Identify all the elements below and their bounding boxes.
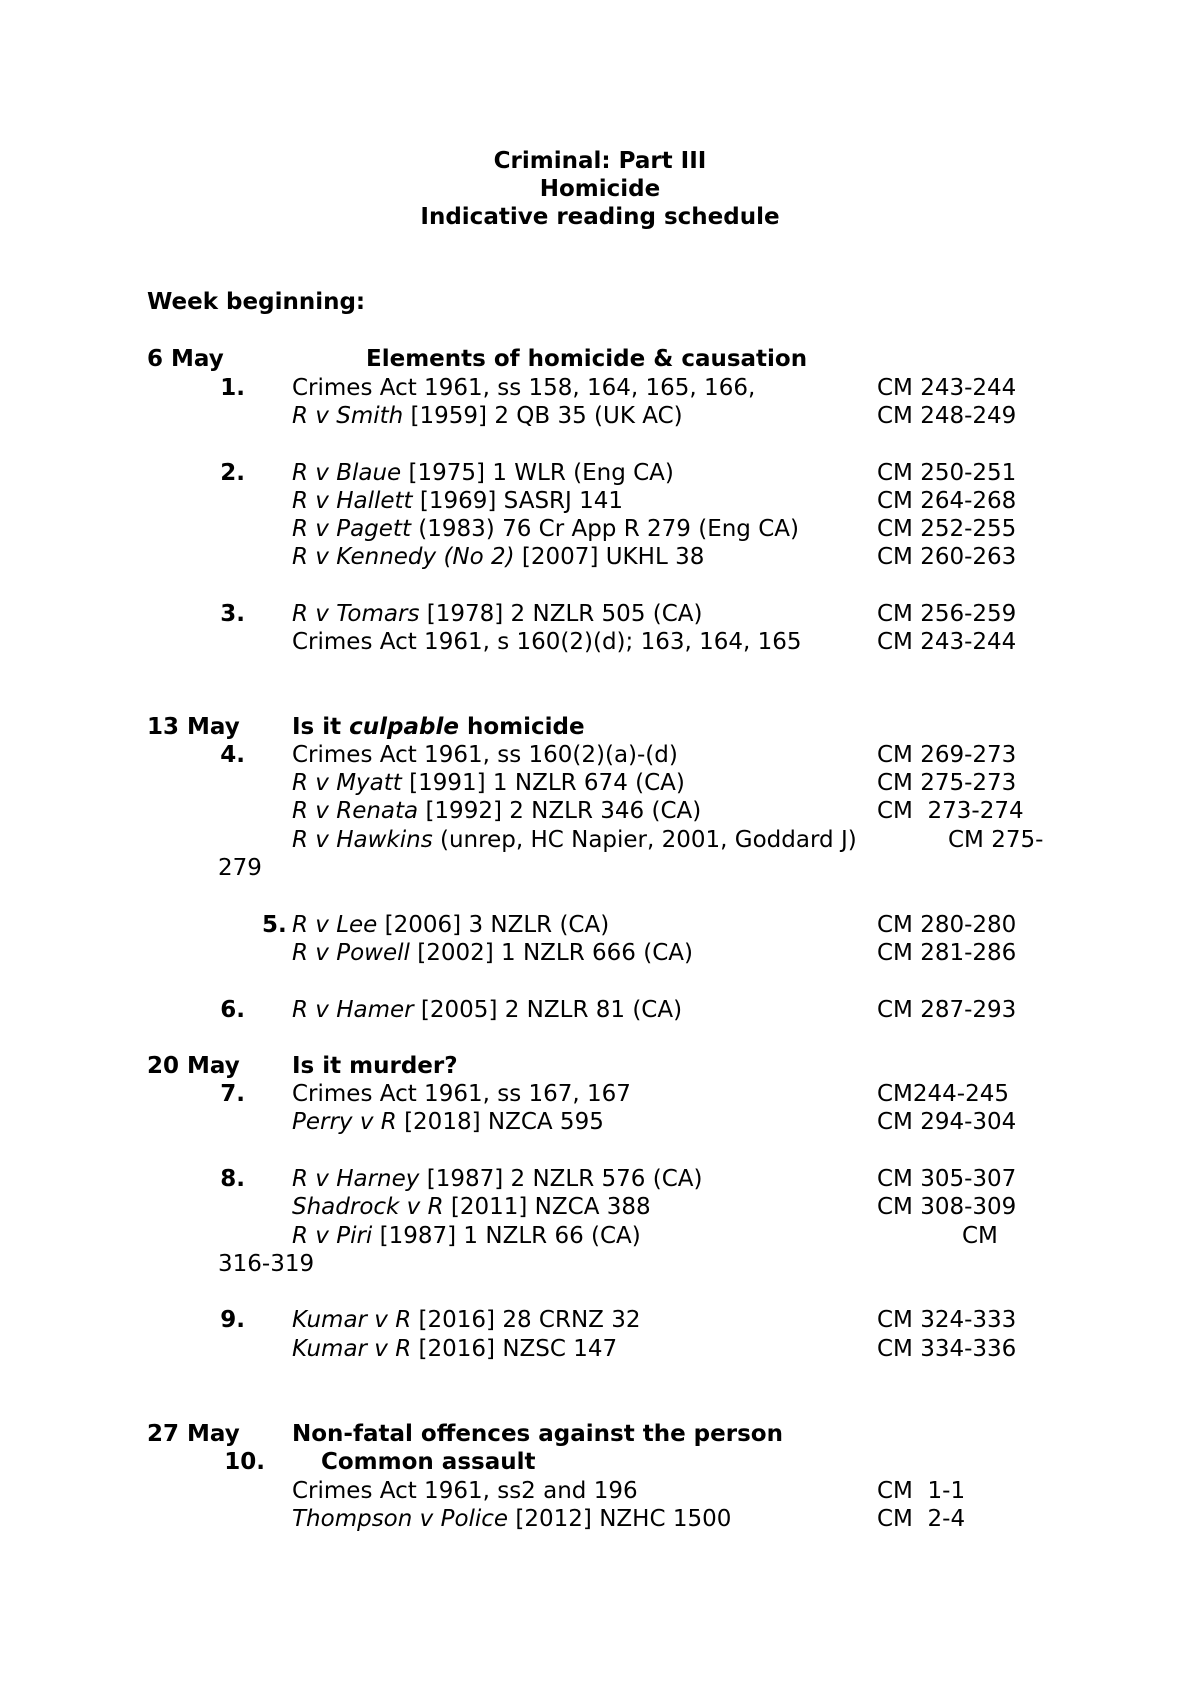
subtopic-heading: Common assault — [321, 1449, 536, 1475]
reading-citation: Crimes Act 1961, ss 158, 164, 165, 166, — [292, 375, 756, 401]
item-number: 4. — [220, 742, 245, 768]
reading-citation: R v Renata [1992] 2 NZLR 346 (CA) — [292, 798, 702, 824]
reading-page-ref: CM 260-263 — [877, 544, 1017, 570]
week-topic: Non-fatal offences against the person — [292, 1421, 783, 1447]
reading-page-ref: CM 1-1 — [877, 1478, 966, 1504]
reading-citation: R v Smith [1959] 2 QB 35 (UK AC) — [292, 403, 683, 429]
reading-citation: Kumar v R [2016] NZSC 147 — [292, 1336, 618, 1362]
reading-page-ref: CM 281-286 — [877, 940, 1017, 966]
week-date: 6 May — [147, 346, 224, 372]
reading-citation: Crimes Act 1961, ss 167, 167 — [292, 1081, 631, 1107]
reading-page-ref: CM — [962, 1223, 998, 1249]
item-number: 9. — [220, 1307, 245, 1333]
reading-page-ref: CM 280-280 — [877, 912, 1017, 938]
week-topic: Elements of homicide & causation — [366, 346, 808, 372]
reading-page-ref: CM 250-251 — [877, 460, 1017, 486]
reading-citation: R v Piri [1987] 1 NZLR 66 (CA) — [292, 1223, 641, 1249]
item-number: 3. — [220, 601, 245, 627]
item-number: 8. — [220, 1166, 245, 1192]
reading-page-ref: CM 243-244 — [877, 629, 1017, 655]
reading-citation: Thompson v Police [2012] NZHC 1500 — [292, 1506, 732, 1532]
reading-citation: Kumar v R [2016] 28 CRNZ 32 — [292, 1307, 641, 1333]
reading-page-ref: CM 269-273 — [877, 742, 1017, 768]
reading-page-ref: CM 273-274 — [877, 798, 1024, 824]
reading-citation: Crimes Act 1961, ss 160(2)(a)-(d) — [292, 742, 678, 768]
reading-citation: Crimes Act 1961, s 160(2)(d); 163, 164, 165 — [292, 629, 802, 655]
reading-page-ref: CM244-245 — [877, 1081, 1010, 1107]
week-topic: Is it murder? — [292, 1053, 458, 1079]
reading-page-ref: CM 243-244 — [877, 375, 1017, 401]
reading-citation: R v Hallett [1969] SASRJ 141 — [292, 488, 624, 514]
reading-citation: R v Hamer [2005] 2 NZLR 81 (CA) — [292, 997, 683, 1023]
reading-citation: Perry v R [2018] NZCA 595 — [292, 1109, 604, 1135]
reading-citation: R v Hawkins (unrep, HC Napier, 2001, Goddard J) — [292, 827, 857, 853]
reading-citation: R v Harney [1987] 2 NZLR 576 (CA) — [292, 1166, 703, 1192]
reading-citation: R v Pagett (1983) 76 Cr App R 279 (Eng CA) — [292, 516, 799, 542]
reading-citation: R v Blaue [1975] 1 WLR (Eng CA) — [292, 460, 674, 486]
item-number: 7. — [220, 1081, 245, 1107]
reading-citation: Crimes Act 1961, ss2 and 196 — [292, 1478, 638, 1504]
document-title: Criminal: Part III — [493, 148, 707, 174]
item-number: 5. — [262, 912, 287, 938]
reading-page-ref: CM 252-255 — [877, 516, 1017, 542]
reading-page-ref: CM 256-259 — [877, 601, 1017, 627]
reading-page-ref: CM 305-307 — [877, 1166, 1017, 1192]
document-subheading: Indicative reading schedule — [420, 204, 780, 230]
reading-page-ref: CM 264-268 — [877, 488, 1017, 514]
reading-citation: Shadrock v R [2011] NZCA 388 — [292, 1194, 651, 1220]
week-beginning-label: Week beginning: — [147, 289, 366, 315]
reading-citation: R v Tomars [1978] 2 NZLR 505 (CA) — [292, 601, 703, 627]
week-topic: Is it culpable homicide — [292, 714, 585, 740]
week-date: 13 May — [147, 714, 240, 740]
reading-page-ref: CM 275- — [948, 827, 1044, 853]
reading-citation: R v Powell [2002] 1 NZLR 666 (CA) — [292, 940, 693, 966]
reading-citation: R v Kennedy (No 2) [2007] UKHL 38 — [292, 544, 705, 570]
reading-page-ref: CM 334-336 — [877, 1336, 1017, 1362]
reading-page-ref-wrap: 279 — [218, 855, 262, 881]
week-date: 20 May — [147, 1053, 240, 1079]
item-number: 1. — [220, 375, 245, 401]
item-number: 10. — [224, 1449, 265, 1475]
reading-page-ref: CM 324-333 — [877, 1307, 1017, 1333]
reading-page-ref: CM 294-304 — [877, 1109, 1017, 1135]
reading-page-ref: CM 248-249 — [877, 403, 1017, 429]
reading-citation: R v Myatt [1991] 1 NZLR 674 (CA) — [292, 770, 685, 796]
reading-page-ref-wrap: 316-319 — [218, 1251, 315, 1277]
reading-page-ref: CM 2-4 — [877, 1506, 966, 1532]
reading-page-ref: CM 308-309 — [877, 1194, 1017, 1220]
item-number: 6. — [220, 997, 245, 1023]
reading-citation: R v Lee [2006] 3 NZLR (CA) — [292, 912, 610, 938]
document-subtitle: Homicide — [539, 176, 661, 202]
week-date: 27 May — [147, 1421, 240, 1447]
reading-page-ref: CM 287-293 — [877, 997, 1017, 1023]
item-number: 2. — [220, 460, 245, 486]
reading-page-ref: CM 275-273 — [877, 770, 1017, 796]
